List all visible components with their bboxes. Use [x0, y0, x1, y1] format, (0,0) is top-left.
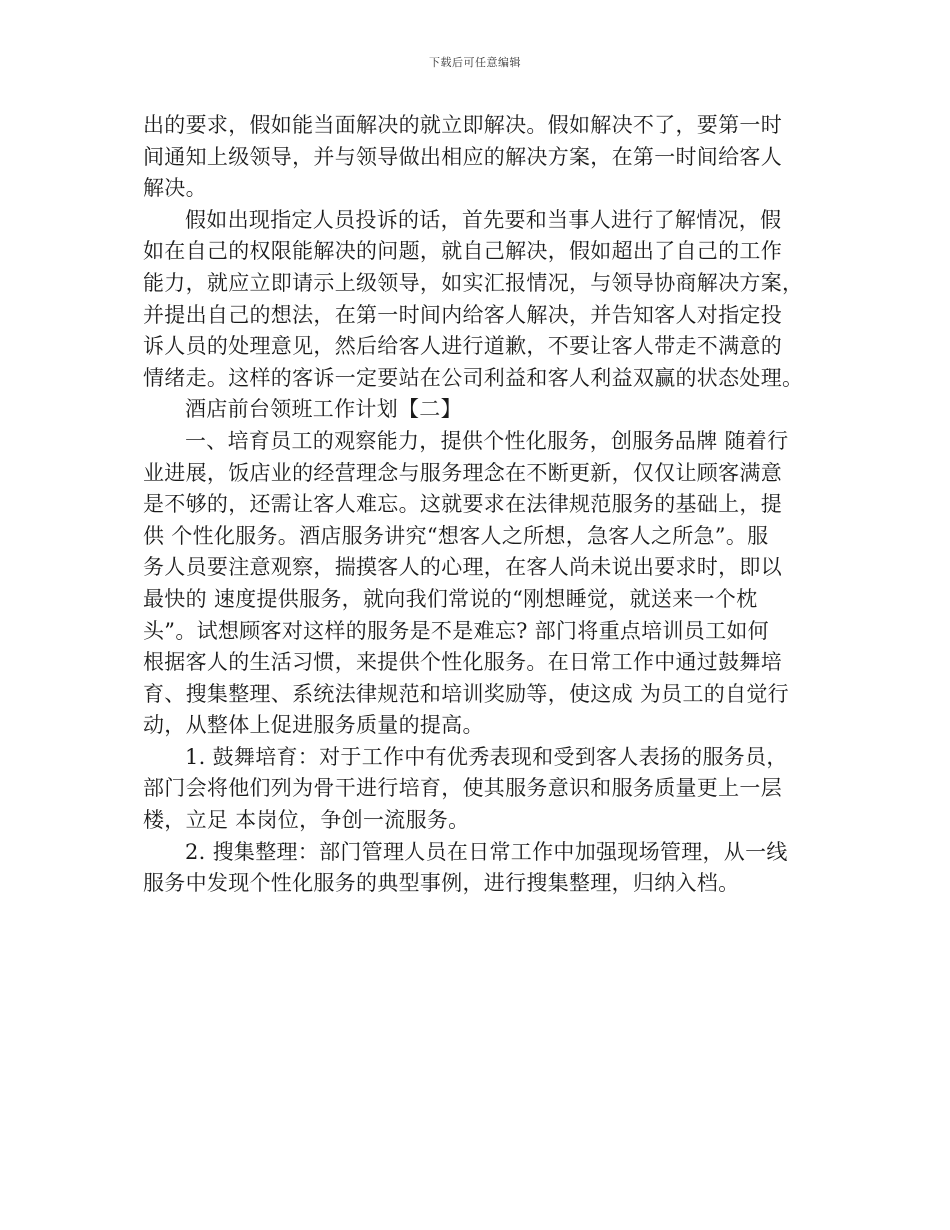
text-line: 假如出现指定人员投诉的话，首先要和当事人进行了解情况，假: [185, 207, 782, 232]
text-line: 2. 搜集整理：部门管理人员在日常工作中加强现场管理，从一线: [185, 839, 788, 864]
text-line: 一、培育员工的观察能力，提供个性化服务，创服务品牌 随着行: [185, 428, 789, 453]
text-line: 并提出自己的想法，在第一时间内给客人解决，并告知客人对指定投: [143, 302, 782, 327]
text-line: 情绪走。这样的客诉一定要站在公司利益和客人利益双赢的状态处理。: [143, 365, 804, 390]
text-line: 出的要求，假如能当面解决的就立即解决。假如解决不了，要第一时: [143, 113, 782, 137]
text-line: 育、搜集整理、系统法律规范和培训奖励等，使这成 为员工的自觉行: [143, 681, 789, 706]
text-line: 能力，就应立即请示上级领导，如实汇报情况，与领导协商解决方案，: [143, 270, 804, 295]
text-line: 业进展，饭店业的经营理念与服务理念在不断更新，仅仅让顾客满意: [143, 460, 782, 485]
text-line: 是不够的，还需让客人难忘。这就要求在法律规范服务的基础上，提: [143, 492, 782, 517]
text-line: 根据客人的生活习惯，来提供个性化服务。在日常工作中通过鼓舞培: [143, 650, 782, 675]
text-line: 酒店前台领班工作计划【二】: [185, 397, 462, 422]
page-header: 下载后可任意编辑: [429, 56, 521, 69]
text-line: 间通知上级领导，并与领导做出相应的解决方案，在第一时间给客人: [143, 144, 782, 169]
text-line: 1. 鼓舞培育：对于工作中有优秀表现和受到客人表扬的服务员，: [185, 744, 788, 769]
text-line: 供 个性化服务。酒店服务讲究“想客人之所想，急客人之所急”。服: [143, 523, 769, 548]
text-line: 如在自己的权限能解决的问题，就自己解决，假如超出了自己的工作: [143, 239, 782, 264]
text-line: 最快的 速度提供服务，就向我们常说的“刚想睡觉，就送来一个枕: [143, 586, 758, 611]
text-line: 动，从整体上促进服务质量的提高。: [143, 713, 484, 738]
text-line: 务人员要注意观察，揣摸客人的心理，在客人尚未说出要求时，即以: [143, 555, 782, 580]
document-body: [143, 110, 808, 900]
text-line: 头”。试想顾客对这样的服务是不是难忘? 部门将重点培训员工如何: [143, 618, 769, 643]
text-line: 楼，立足 本岗位，争创一流服务。: [143, 808, 470, 833]
text-line: 服务中发现个性化服务的典型事例，进行搜集整理，归纳入档。: [143, 871, 740, 896]
text-line: 诉人员的处理意见，然后给客人进行道歉，不要让客人带走不满意的: [143, 334, 782, 359]
text-line: 解决。: [143, 176, 207, 201]
text-line: 部门会将他们列为骨干进行培育，使其服务意识和服务质量更上一层: [143, 776, 782, 801]
